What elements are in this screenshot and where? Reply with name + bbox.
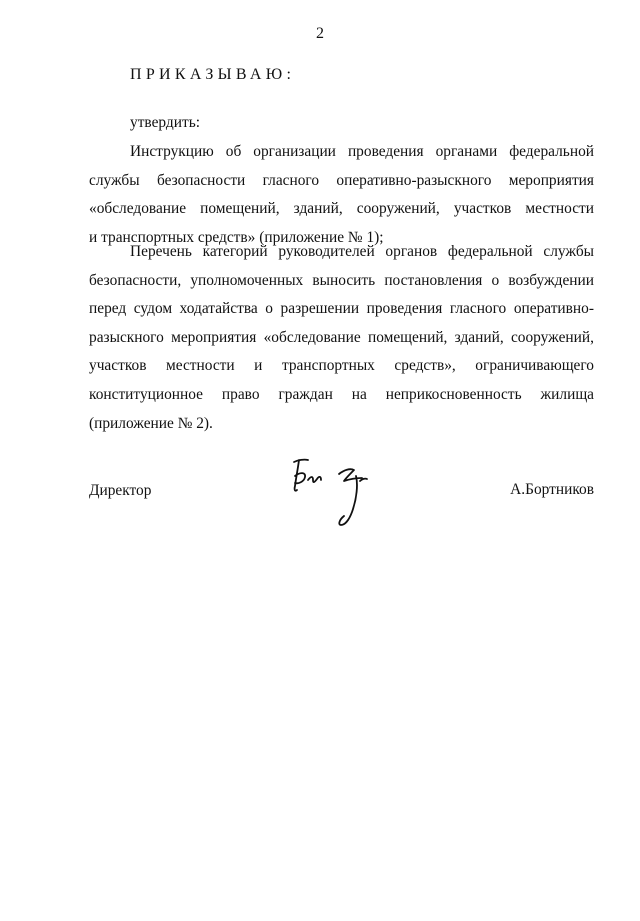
paragraph-line: Перечень категорий руководителей органов федеральной службы (130, 243, 594, 260)
approve-label: утвердить: (130, 114, 201, 131)
signatory-name: А.Бортников (510, 481, 594, 498)
paragraph-line: (приложение № 2). (89, 414, 213, 432)
paragraph-list (89, 238, 594, 438)
paragraph-line: безопасности, уполномоченных выносить постановления о возбуждении (89, 271, 594, 289)
page-number: 2 (316, 25, 324, 42)
paragraph-line: конституционное право граждан на неприкосновенность жилища (89, 385, 594, 403)
paragraph-line: Инструкцию об организации проведения органами федеральной (130, 143, 594, 160)
handwritten-signature (284, 454, 394, 544)
paragraph-instruction (89, 138, 594, 252)
paragraph-line: «обследование помещений, зданий, сооружений, участков местности (89, 200, 594, 218)
paragraph-line: участков местности и транспортных средств», ограничивающего (89, 357, 594, 375)
signatory-title: Директор (89, 482, 152, 499)
paragraph-line: и транспортных средств» (приложение № 1); (89, 228, 384, 246)
paragraph-line: службы безопасности гласного оперативно-разыскного мероприятия (89, 171, 594, 189)
order-heading: ПРИКАЗЫВАЮ: (130, 66, 296, 83)
paragraph-line: разыскного мероприятия «обследование помещений, зданий, сооружений, (89, 328, 594, 346)
paragraph-line: перед судом ходатайства о разрешении проведения гласного оперативно- (89, 300, 594, 318)
